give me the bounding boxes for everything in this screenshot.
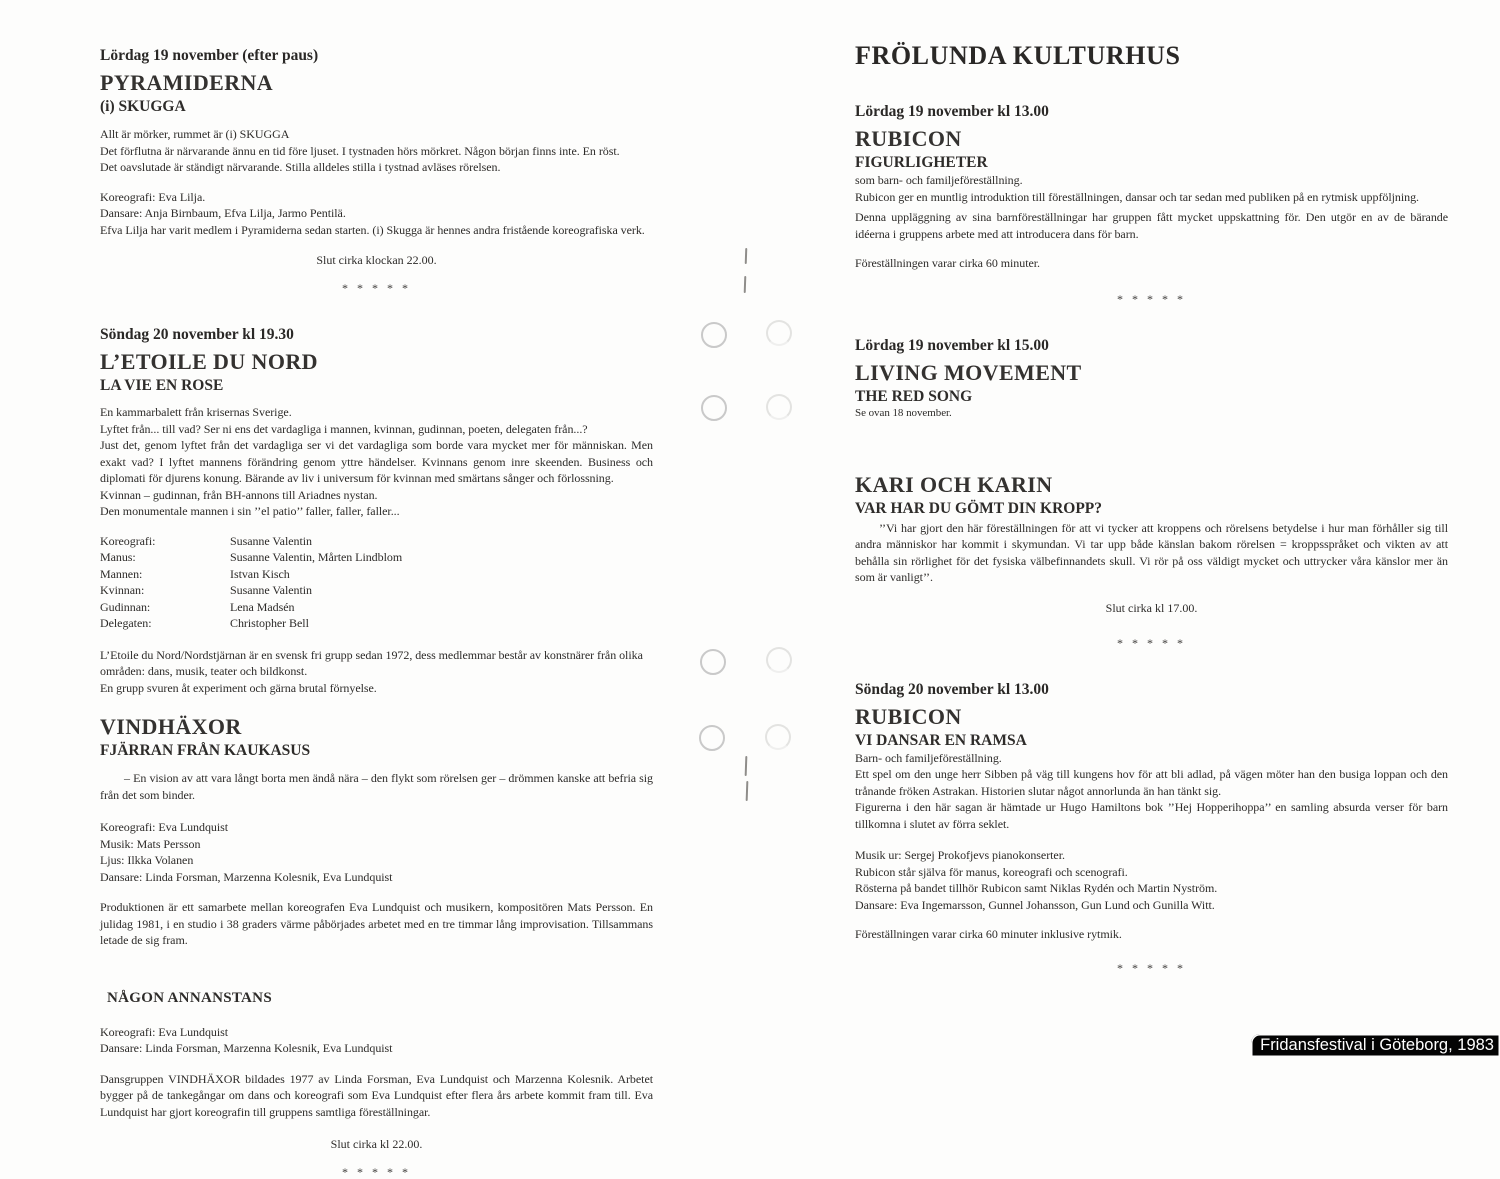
credit-role: Mannen: <box>100 566 143 581</box>
text-line: Dansare: Linda Forsman, Marzenna Kolesnik, Eva Lundquist <box>100 869 393 884</box>
credits-table <box>100 533 653 632</box>
text-line: Koreografi: Eva Lundquist <box>100 1024 229 1039</box>
piece-heading: NÅGON ANNANSTANS <box>107 989 272 1006</box>
performance-title: L’ETOILE DU NORD <box>100 349 318 374</box>
credit-role: Manus: <box>100 550 136 564</box>
event-date-heading: Lördag 19 november (efter paus) <box>100 47 319 64</box>
paragraph: Figurerna i den här sagan är hämtade ur Hugo Hamiltons bok ’’Hej Hopperihoppa’’ en samling absurda verser för barn tillkomna i slutet av förra seklet. <box>855 800 1448 831</box>
text-lines <box>100 487 653 520</box>
paragraph: Produktionen är ett samarbete mellan koreografen Eva Lundquist och musikern, kompositören Mats Persson. En julidag 1981, i en studio i 38 graders värme påbörjades arbetet med en tre timmar lång improvisation. Tillsammans letade de sig fram. <box>100 900 653 947</box>
binder-hole <box>766 320 792 346</box>
credit-row <box>100 549 653 566</box>
performance-title: PYRAMIDERNA <box>100 70 274 95</box>
text-line: En grupp svuren åt experiment och gärna brutal förnyelse. <box>100 680 377 695</box>
text-lines <box>855 172 1448 189</box>
credit-person: Christopher Bell <box>230 616 309 630</box>
text-lines <box>100 404 653 437</box>
text-line: Allt är mörker, rummet är (i) SKUGGA <box>100 127 290 141</box>
text-line: Rubicon står själva för manus, koreografi och scenografi. <box>855 864 1128 879</box>
binder-hole <box>766 394 792 420</box>
venue-title: FRÖLUNDA KULTURHUS <box>855 41 1181 70</box>
credit-person: Istvan Kisch <box>230 566 290 581</box>
binder-hole <box>701 395 727 421</box>
text-line: Se ovan 18 november. <box>855 406 952 419</box>
binder-hole <box>700 649 726 675</box>
credit-row <box>100 533 653 550</box>
binder-clip-mark <box>744 276 747 293</box>
text-line: Det oavslutade är ständigt närvarande. Stilla alldeles stilla i tystnad avläses rörelsen. <box>100 160 501 174</box>
text-lines <box>100 819 653 885</box>
text-lines <box>855 926 1448 943</box>
piece-subtitle: VAR HAR DU GÖMT DIN KROPP? <box>855 499 1103 517</box>
piece-subtitle: LA VIE EN ROSE <box>100 377 224 394</box>
paragraph: ’’Vi har gjort den här föreställningen för att vi tycker att kroppens och rörelsens betydelse i hur man förhåller sig till andra människor har kommit i skymundan. Vi tar upp både känslan bakom rörelsen = kroppsspråket och vikten av att behålla sin rörlighet för det fysiska välbefinnandets skull. Vi rör på oss väldigt mycket och uttrycker våra känslor mer än som är vanligt’’. <box>855 520 1448 584</box>
text-line: Föreställningen varar cirka 60 minuter inklusive rytmik. <box>855 927 1122 941</box>
piece-subtitle: FIGURLIGHETER <box>855 154 988 171</box>
text-line: som barn- och familjeföreställning. <box>855 173 1023 187</box>
credit-row <box>100 582 653 599</box>
text-line: Dansare: Anja Birnbaum, Efva Lilja, Jarmo Pentilä. <box>100 206 346 220</box>
event-date-heading: Söndag 20 november kl 13.00 <box>855 680 1049 698</box>
performance-title: VINDHÄXOR <box>100 714 242 739</box>
section-separator: * * * * * <box>342 281 411 295</box>
text-lines <box>855 847 1448 913</box>
text-lines <box>100 189 653 239</box>
credit-row <box>100 599 653 616</box>
credit-person: Susanne Valentin <box>230 533 312 548</box>
binder-hole <box>766 647 792 673</box>
text-line: Musik ur: Sergej Prokofjevs pianokonserter. <box>855 848 1065 862</box>
credit-role: Gudinnan: <box>100 599 151 614</box>
text-line: Musik: Mats Persson <box>100 836 201 851</box>
text-lines <box>855 750 1448 767</box>
binder-hole <box>699 725 725 751</box>
credit-row <box>100 566 653 583</box>
piece-subtitle: FJÄRRAN FRÅN KAUKASUS <box>100 742 311 759</box>
performance-title: RUBICON <box>855 126 962 151</box>
text-lines <box>855 406 1448 420</box>
text-line: Dansare: Linda Forsman, Marzenna Kolesnik, Eva Lundquist <box>100 1041 393 1055</box>
text-lines <box>100 126 653 176</box>
section-separator: * * * * * <box>1117 291 1186 306</box>
event-date-heading: Söndag 20 november kl 19.30 <box>100 326 294 343</box>
credit-row <box>100 615 653 632</box>
paragraph: Ett spel om den unge herr Sibben på väg till kungens hov för att bli adlad, på vägen möter han den busiga loppan och den trånande fröken Astrakan. Historien slutar något annorlunda än han tänkt sig. <box>855 767 1448 798</box>
credit-role: Kvinnan: <box>100 583 145 597</box>
credit-person: Lena Madsén <box>230 599 295 614</box>
credit-person: Susanne Valentin, Mårten Lindblom <box>230 550 403 564</box>
end-time-note: Slut cirka kl 22.00. <box>330 1137 423 1151</box>
paragraph: Dansgruppen VINDHÄXOR bildades 1977 av Linda Forsman, Eva Lundquist och Marzenna Kolesnik. Arbetet bygger på de tankegångar om dans och koreografi som Eva Lundquist efter flera års arbete kommit fram till. Eva Lundquist har gjort koreografin till gruppens samtliga föreställningar. <box>100 1071 653 1119</box>
event-date-heading: Lördag 19 november kl 13.00 <box>855 103 1049 120</box>
event-date-heading: Lördag 19 november kl 15.00 <box>855 336 1049 354</box>
end-time-note: Slut cirka klockan 22.00. <box>316 253 437 267</box>
binder-clip-mark <box>745 248 748 264</box>
credit-role: Koreografi: <box>100 533 156 548</box>
credit-role: Delegaten: <box>100 616 152 630</box>
paragraph: Denna uppläggning av sina barnföreställningar har gruppen fått mycket uppskattning för. Den utgör en av de bärande idéerna i gruppens arbete med att introducera dans för barn. <box>855 210 1448 241</box>
text-line: En kammarbalett från krisernas Sverige. <box>100 405 292 419</box>
piece-subtitle: VI DANSAR EN RAMSA <box>855 731 1027 749</box>
end-time-note: Slut cirka kl 17.00. <box>1105 600 1198 615</box>
text-line: Rösterna på bandet tillhör Rubicon samt Niklas Rydén och Martin Nyström. <box>855 881 1218 895</box>
section-separator: * * * * * <box>1117 635 1186 650</box>
text-line: Barn- och familjeföreställning. <box>855 750 1002 765</box>
performance-title: KARI OCH KARIN <box>855 471 1053 497</box>
text-line: Föreställningen varar cirka 60 minuter. <box>855 256 1040 270</box>
piece-subtitle: (i) SKUGGA <box>100 98 186 115</box>
section-separator: * * * * * <box>1117 960 1186 975</box>
binder-clip-mark <box>746 781 749 801</box>
right-page-column <box>855 40 1448 975</box>
piece-subtitle: THE RED SONG <box>855 387 973 405</box>
text-lines <box>100 1024 653 1057</box>
paragraph: – En vision av att vara långt borta men ändå nära – den flykt som rörelsen ger – drömmen kanske att befria sig från det som binder. <box>100 771 653 802</box>
binder-clip-mark <box>745 756 748 776</box>
text-line: Den monumentale mannen i sin ’’el patio’’ faller, faller, faller... <box>100 504 400 518</box>
text-lines <box>855 255 1448 272</box>
paragraph: Just det, genom lyftet från det vardagliga ser vi det vardagliga som borde vara mycket mer för människan. Men exakt vad? I lyftet mannens förändring genom yttre händelser. Kvinnans genom inre skeenden. Business och diplomati för djurens konung. Bärande av liv i universum för kvinnan med smärtans sånger och förlossning. <box>100 438 653 485</box>
text-line: L’Etoile du Nord/Nordstjärnan är en svensk fri grupp sedan 1972, dess medlemmar består av konstnärer från olika områden: dans, musik, teater och bildkonst. <box>100 647 643 678</box>
text-line: Dansare: Eva Ingemarsson, Gunnel Johansson, Gun Lund och Gunilla Witt. <box>855 897 1215 912</box>
text-line: Lyftet från... till vad? Ser ni ens det vardagliga i mannen, kvinnan, gudinnan, poeten, delegaten från...? <box>100 421 588 436</box>
performance-title: RUBICON <box>855 703 962 729</box>
paragraph: Rubicon ger en muntlig introduktion till föreställningen, dansar och tar sedan med publiken på en rytmisk uppföljning. <box>855 189 1419 204</box>
left-page-column <box>100 46 653 1179</box>
performance-title: LIVING MOVEMENT <box>855 359 1082 385</box>
section-separator: * * * * * <box>342 1165 411 1179</box>
credit-person: Susanne Valentin <box>230 583 312 597</box>
text-line: Kvinnan – gudinnan, från BH-annons till Ariadnes nystan. <box>100 487 378 502</box>
text-line: Ljus: Ilkka Volanen <box>100 853 194 867</box>
text-lines <box>100 647 653 697</box>
archive-caption-label: Fridansfestival i Göteborg, 1983 <box>1251 1034 1500 1057</box>
text-line: Efva Lilja har varit medlem i Pyramiderna sedan starten. (i) Skugga är hennes andra fristående koreografiska verk. <box>100 222 645 237</box>
text-line: Det förflutna är närvarande ännu en tid före ljuset. I tystnaden hörs mörkret. Någon början finns inte. En röst. <box>100 143 620 158</box>
binder-hole <box>765 724 791 750</box>
text-line: Koreografi: Eva Lilja. <box>100 189 206 204</box>
text-line: Koreografi: Eva Lundquist <box>100 820 229 834</box>
binder-hole <box>701 322 727 348</box>
